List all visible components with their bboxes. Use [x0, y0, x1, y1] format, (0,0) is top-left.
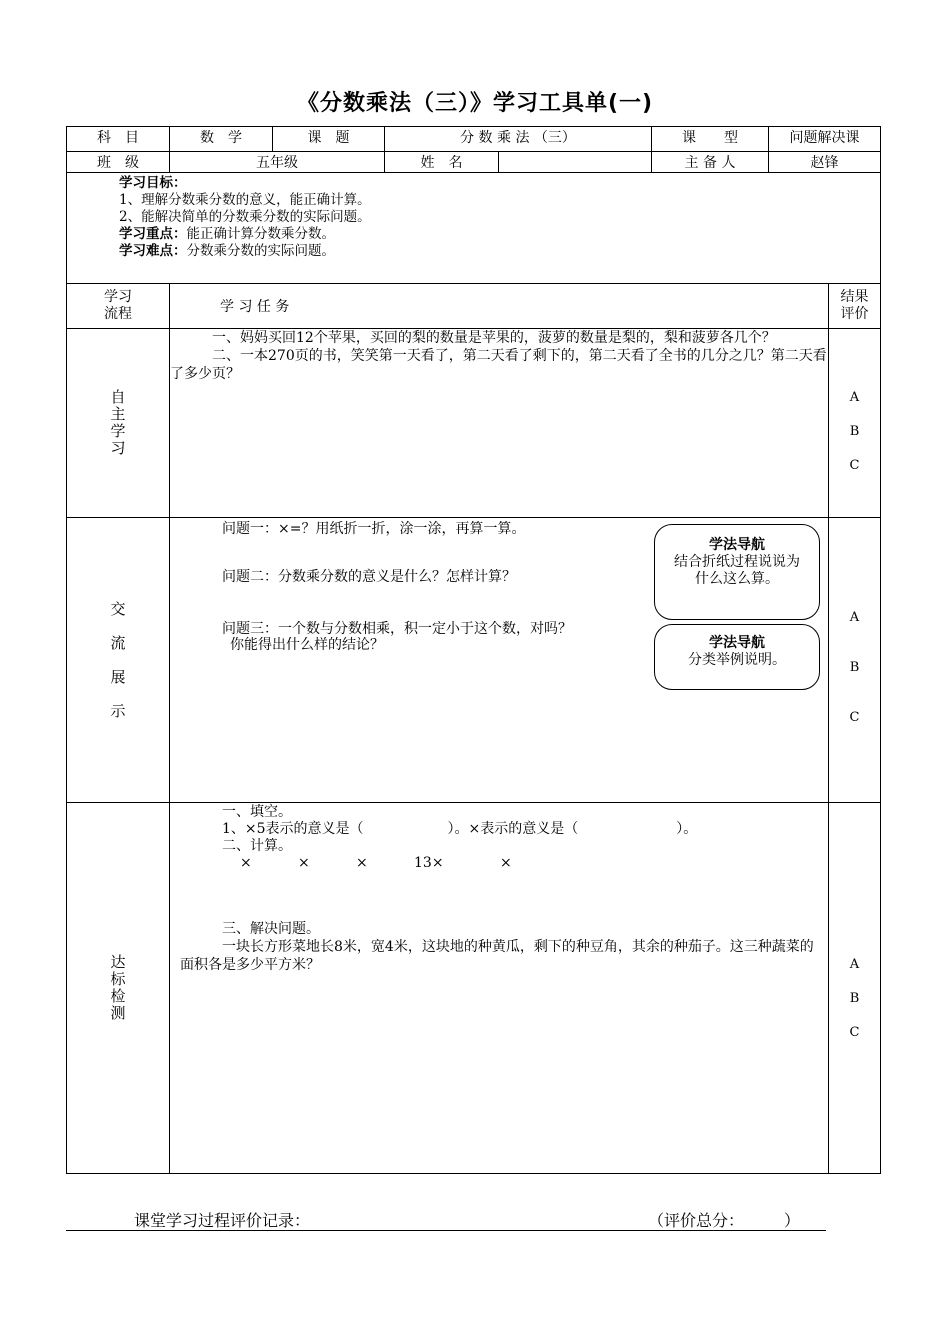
study-guide-title-2: 学法导航: [709, 635, 765, 651]
key-point-title: 学习重点：: [119, 226, 187, 242]
calc-item-4: 13×: [414, 855, 444, 871]
test-label-char: 标: [110, 970, 126, 988]
evaluation-total-score[interactable]: （评价总分： ）: [648, 1211, 801, 1230]
exchange-label-char: 流: [110, 634, 126, 652]
subject-value: 数 学: [170, 127, 273, 152]
self-study-tasks: [170, 329, 829, 518]
topic-label: 课 题: [273, 127, 385, 152]
study-guide-title-1: 学法导航: [709, 537, 765, 553]
fill-blank-title: 一、填空。: [222, 804, 292, 820]
type-label: 课 型: [652, 127, 769, 152]
test-row: [67, 803, 881, 1174]
grade-c[interactable]: C: [849, 458, 860, 473]
study-guide-text-1: 结合折纸过程说说为什么这么算。: [674, 554, 800, 587]
evaluation-record-label: 课堂学习过程评价记录：: [134, 1211, 311, 1230]
test-label-char: 测: [110, 1004, 126, 1022]
task-header: [170, 284, 829, 329]
self-study-row: [67, 329, 881, 518]
calc-item-5: ×: [500, 855, 512, 871]
grade-a[interactable]: A: [849, 390, 860, 405]
preparer-value: 赵锋: [769, 152, 881, 173]
self-study-label: [67, 329, 170, 518]
difficulty-title: 学习难点：: [119, 243, 187, 259]
goal-title: 学习目标：: [119, 175, 187, 191]
page-title: 《分数乘法（三）》学习工具单(一): [296, 91, 654, 116]
self-study-label-char: 主: [110, 405, 126, 423]
self-study-grades: [829, 329, 881, 518]
study-guide-box-1: [654, 524, 820, 620]
process-header: [67, 284, 170, 329]
test-tasks: [170, 803, 829, 1174]
exchange-label-char: 示: [110, 702, 126, 720]
exchange-row: [67, 518, 881, 803]
name-field[interactable]: [499, 152, 652, 173]
subject-label: 科 目: [67, 127, 170, 152]
study-guide-text-2: 分类举例说明。: [688, 652, 786, 668]
header-row-2: [67, 152, 881, 173]
grade-a[interactable]: A: [849, 610, 860, 625]
grade-b[interactable]: B: [849, 991, 860, 1006]
process-header-line-2: 流程: [104, 306, 132, 322]
topic-value: 分 数 乘 法 （三）: [385, 127, 652, 152]
test-label: [67, 803, 170, 1174]
exchange-question-3-cont: 你能得出什么样的结论？: [230, 637, 384, 653]
exchange-label-char: 交: [110, 600, 126, 618]
exchange-label-char: 展: [110, 668, 126, 686]
test-grades: [829, 803, 881, 1174]
test-label-char: 检: [110, 987, 126, 1005]
goal-item-1: 1、理解分数乘分数的意义，能正确计算。: [119, 192, 371, 208]
self-study-label-char: 自: [110, 388, 126, 406]
grade-b[interactable]: B: [849, 424, 860, 439]
grade-a[interactable]: A: [849, 957, 860, 972]
key-point-text: 能正确计算分数乘分数。: [186, 226, 335, 242]
task-header-text: 学 习 任 务: [220, 299, 290, 315]
solve-problem-text: 一块长方形菜地长8米，宽4米，这块地的种黄瓜，剩下的种豆角，其余的种茄子。这三种蔬菜的面积各是多少平方米？: [180, 939, 814, 973]
process-header-line-1: 学习: [104, 289, 132, 305]
difficulty-text: 分数乘分数的实际问题。: [186, 243, 335, 259]
solve-title: 三、解决问题。: [222, 921, 320, 937]
goal-item-2: 2、能解决简单的分数乘分数的实际问题。: [119, 209, 371, 225]
grade-b[interactable]: B: [849, 660, 860, 675]
self-study-label-char: 习: [110, 439, 126, 457]
worksheet-table: [66, 126, 881, 1174]
self-study-question-1: 一、妈妈买回12个苹果，买回的梨的数量是苹果的，菠萝的数量是梨的，梨和菠萝各几个？: [212, 330, 776, 346]
calc-title: 二、计算。: [222, 838, 292, 854]
calc-item-2: ×: [298, 855, 310, 871]
preparer-label: 主 备 人: [652, 152, 769, 173]
learning-goals: [67, 173, 881, 284]
exchange-grades: [829, 518, 881, 803]
self-study-question-2: 二、一本270页的书，笑笑第一天看了，第二天看了剩下的，第二天看了全书的几分之几？第二天看了多少页？: [170, 348, 827, 382]
study-guide-box-2: [654, 624, 820, 690]
exchange-label: [67, 518, 170, 803]
exchange-question-1: 问题一：×=？用纸折一折，涂一涂，再算一算。: [222, 521, 526, 537]
exchange-tasks: [170, 518, 829, 803]
class-label: 班 级: [67, 152, 170, 173]
eval-header-line-1: 结果: [840, 289, 869, 305]
grade-c[interactable]: C: [849, 1025, 860, 1040]
self-study-label-char: 学: [110, 422, 126, 440]
class-value: 五年级: [170, 152, 385, 173]
exchange-question-3: 问题三：一个数与分数相乘，积一定小于这个数，对吗？: [222, 621, 572, 637]
flow-header-row: [67, 284, 881, 329]
goals-row: [67, 173, 881, 284]
type-value: 问题解决课: [769, 127, 881, 152]
eval-header-line-2: 评价: [840, 306, 869, 322]
exchange-question-2: 问题二：分数乘分数的意义是什么？怎样计算？: [222, 569, 516, 585]
fill-blank-item-1: 1、×5表示的意义是（ ）。×表示的意义是（ ）。: [222, 821, 698, 837]
eval-header: [829, 284, 881, 329]
evaluation-record-line: [66, 1208, 826, 1231]
calc-item-1: ×: [240, 855, 252, 871]
grade-c[interactable]: C: [849, 710, 860, 725]
name-label: 姓 名: [385, 152, 499, 173]
calc-item-3: ×: [356, 855, 368, 871]
test-label-char: 达: [110, 953, 126, 971]
header-row-1: [67, 127, 881, 152]
